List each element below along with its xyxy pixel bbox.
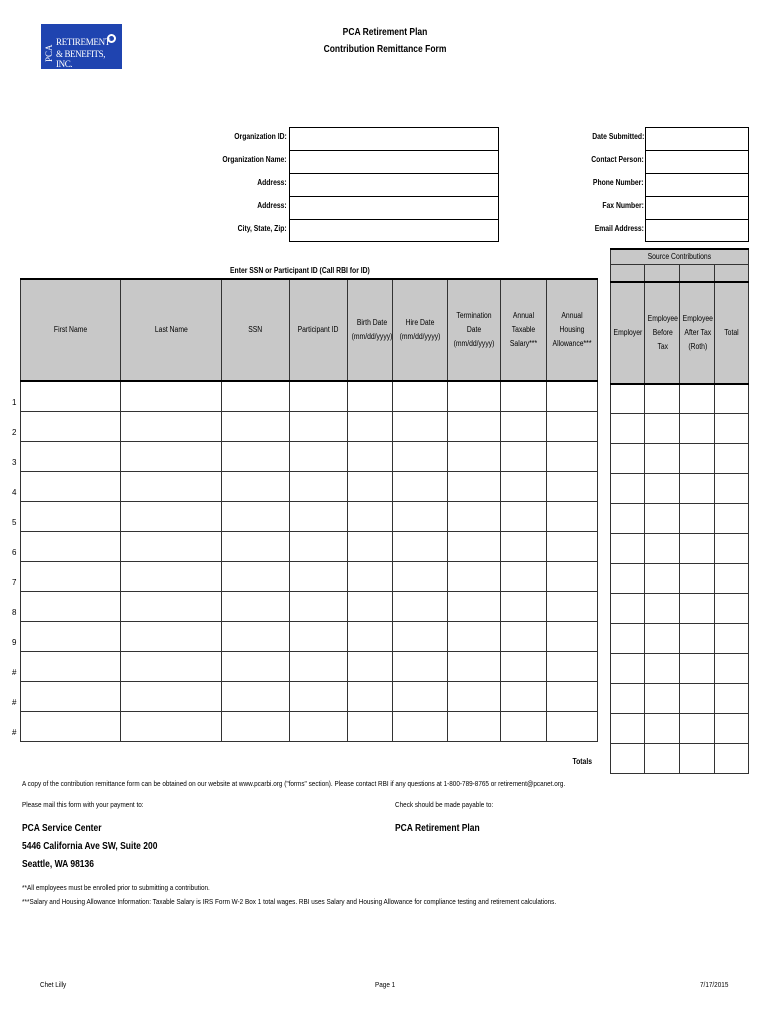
table-cell[interactable]: [121, 591, 222, 621]
table-cell[interactable]: [680, 564, 715, 594]
column-header: Total: [715, 282, 749, 384]
table-cell[interactable]: [348, 621, 393, 651]
table-row: [611, 594, 749, 624]
table-cell[interactable]: [121, 471, 222, 501]
table-cell[interactable]: [645, 504, 680, 534]
table-cell[interactable]: [611, 504, 645, 534]
totals-label: Totals: [572, 757, 592, 766]
table-cell[interactable]: [222, 591, 290, 621]
table-cell[interactable]: [645, 624, 680, 654]
table-cell[interactable]: [348, 501, 393, 531]
table-cell[interactable]: [21, 531, 121, 561]
table-cell[interactable]: [645, 744, 680, 774]
table-cell[interactable]: [645, 534, 680, 564]
table-cell[interactable]: [611, 564, 645, 594]
table-cell[interactable]: [290, 561, 348, 591]
field-input[interactable]: [645, 173, 749, 197]
table-row: [611, 504, 749, 534]
table-row: [21, 381, 598, 411]
table-cell[interactable]: [393, 441, 448, 471]
row-number: 5: [12, 518, 17, 527]
table-cell[interactable]: [547, 411, 598, 441]
table-cell[interactable]: [715, 444, 749, 474]
table-cell[interactable]: [121, 411, 222, 441]
table-cell[interactable]: [393, 651, 448, 681]
table-row: [611, 384, 749, 414]
table-cell[interactable]: [715, 474, 749, 504]
logo-line2: & BENEFITS, INC.: [56, 49, 106, 69]
table-cell[interactable]: [21, 591, 121, 621]
table-cell[interactable]: [21, 651, 121, 681]
column-header: Participant ID: [290, 279, 348, 381]
table-cell[interactable]: [222, 501, 290, 531]
table-cell[interactable]: [501, 591, 547, 621]
field-input[interactable]: [289, 173, 499, 197]
table-cell[interactable]: [21, 711, 121, 741]
table-cell[interactable]: [680, 744, 715, 774]
table-cell[interactable]: [448, 621, 501, 651]
table-cell[interactable]: [547, 531, 598, 561]
table-cell[interactable]: [348, 531, 393, 561]
table-cell[interactable]: [393, 471, 448, 501]
field-input[interactable]: [289, 150, 499, 174]
table-cell[interactable]: [611, 534, 645, 564]
field-input[interactable]: [645, 150, 749, 174]
table-cell[interactable]: [611, 744, 645, 774]
row-number: 3: [12, 458, 17, 467]
table-cell[interactable]: [448, 681, 501, 711]
table-cell[interactable]: [348, 381, 393, 411]
table-cell[interactable]: [121, 381, 222, 411]
employee-table: [20, 278, 598, 742]
table-cell[interactable]: [611, 654, 645, 684]
table-row: [611, 474, 749, 504]
column-header: First Name: [21, 279, 121, 381]
field-label: Fax Number:: [602, 201, 644, 210]
table-cell[interactable]: [290, 591, 348, 621]
row-number: 6: [12, 548, 17, 557]
table-cell[interactable]: [121, 501, 222, 531]
column-header: Hire Date (mm/dd/yyyy): [393, 279, 448, 381]
table-cell[interactable]: [348, 411, 393, 441]
table-cell[interactable]: [501, 441, 547, 471]
field-label: Email Address:: [594, 224, 644, 233]
table-row: [21, 441, 598, 471]
table-cell[interactable]: [121, 561, 222, 591]
table-cell[interactable]: [21, 471, 121, 501]
table-cell[interactable]: [222, 711, 290, 741]
mail-label: Please mail this form with your payment to:: [22, 800, 144, 809]
address-line2: 5446 California Ave SW, Suite 200: [22, 841, 158, 852]
footer-date: 7/17/2015: [700, 980, 729, 989]
table-cell[interactable]: [290, 711, 348, 741]
table-cell[interactable]: [290, 621, 348, 651]
table-cell[interactable]: [290, 441, 348, 471]
table-cell[interactable]: [680, 384, 715, 414]
table-row: [611, 564, 749, 594]
table-cell[interactable]: [121, 441, 222, 471]
table-cell[interactable]: [393, 561, 448, 591]
table-cell[interactable]: [547, 561, 598, 591]
table-cell[interactable]: [448, 471, 501, 501]
table-row: [611, 534, 749, 564]
table-cell[interactable]: [680, 684, 715, 714]
table-cell[interactable]: [393, 381, 448, 411]
table-cell[interactable]: [547, 651, 598, 681]
table-cell[interactable]: [645, 474, 680, 504]
field-label: Phone Number:: [593, 178, 644, 187]
ssn-note: Enter SSN or Participant ID (Call RBI for ID): [230, 266, 370, 275]
row-number: 9: [12, 638, 17, 647]
table-cell[interactable]: [393, 501, 448, 531]
table-cell[interactable]: [645, 564, 680, 594]
column-header: Termination Date (mm/dd/yyyy): [448, 279, 501, 381]
field-input[interactable]: [645, 127, 749, 151]
table-cell[interactable]: [501, 501, 547, 531]
table-cell[interactable]: [501, 531, 547, 561]
field-label: Organization Name:: [222, 155, 287, 164]
table-cell[interactable]: [222, 681, 290, 711]
table-cell[interactable]: [645, 654, 680, 684]
table-cell[interactable]: [21, 381, 121, 411]
table-cell[interactable]: [501, 711, 547, 741]
table-cell[interactable]: [547, 381, 598, 411]
table-cell[interactable]: [501, 651, 547, 681]
table-row: [21, 681, 598, 711]
payee-name: PCA Retirement Plan: [395, 823, 480, 834]
table-cell[interactable]: [222, 651, 290, 681]
table-cell[interactable]: [680, 414, 715, 444]
table-cell[interactable]: [611, 684, 645, 714]
table-cell[interactable]: [121, 681, 222, 711]
row-number: #: [12, 728, 17, 737]
enrollment-note: **All employees must be enrolled prior to submitting a contribution.: [22, 883, 210, 892]
column-header: Last Name: [121, 279, 222, 381]
table-cell[interactable]: [348, 591, 393, 621]
row-number: #: [12, 698, 17, 707]
field-input[interactable]: [645, 196, 749, 220]
table-cell[interactable]: [645, 384, 680, 414]
table-cell[interactable]: [645, 414, 680, 444]
table-cell[interactable]: [680, 594, 715, 624]
table-cell[interactable]: [348, 471, 393, 501]
table-cell[interactable]: [501, 621, 547, 651]
source-contributions-header: Source Contributions: [647, 252, 712, 261]
table-cell[interactable]: [715, 594, 749, 624]
field-input[interactable]: [645, 219, 749, 242]
table-cell[interactable]: [680, 624, 715, 654]
table-cell[interactable]: [611, 714, 645, 744]
table-cell[interactable]: [222, 621, 290, 651]
table-row: [21, 711, 598, 741]
table-cell[interactable]: [393, 711, 448, 741]
table-cell[interactable]: [348, 651, 393, 681]
table-cell[interactable]: [611, 594, 645, 624]
table-cell[interactable]: [290, 381, 348, 411]
source-contributions-table: [610, 248, 749, 774]
field-label: Organization ID:: [234, 132, 287, 141]
table-cell[interactable]: [290, 501, 348, 531]
table-row: [21, 411, 598, 441]
table-cell[interactable]: [645, 594, 680, 624]
table-cell[interactable]: [393, 531, 448, 561]
table-cell[interactable]: [448, 531, 501, 561]
column-header: Employer: [611, 282, 645, 384]
table-cell[interactable]: [501, 411, 547, 441]
page-title: PCA Retirement Plan: [342, 27, 428, 38]
field-label: City, State, Zip:: [238, 224, 287, 233]
table-cell[interactable]: [715, 744, 749, 774]
footer-author: Chet Lilly: [40, 980, 67, 989]
table-cell[interactable]: [393, 591, 448, 621]
table-cell[interactable]: [715, 504, 749, 534]
row-number: 7: [12, 578, 17, 587]
table-cell[interactable]: [348, 441, 393, 471]
row-number: 4: [12, 488, 17, 497]
table-cell[interactable]: [680, 444, 715, 474]
table-row: [611, 624, 749, 654]
table-cell[interactable]: [680, 504, 715, 534]
table-cell[interactable]: [715, 624, 749, 654]
column-header: Employee After Tax (Roth): [680, 282, 715, 384]
field-label: Address:: [257, 178, 287, 187]
column-header: Annual Housing Allowance***: [547, 279, 598, 381]
table-cell[interactable]: [501, 681, 547, 711]
table-cell[interactable]: [715, 684, 749, 714]
table-cell[interactable]: [501, 471, 547, 501]
row-number: 8: [12, 608, 17, 617]
table-cell[interactable]: [222, 471, 290, 501]
table-cell[interactable]: [21, 561, 121, 591]
table-cell[interactable]: [21, 681, 121, 711]
copy-note: A copy of the contribution remittance form can be obtained on our website at www.pcarbi.org ("forms" section). Please contact RBI if any questions at 1-800-789-8765 or retirement@pcanet.org.: [22, 779, 566, 788]
table-cell[interactable]: [501, 561, 547, 591]
column-header: Employee Before Tax: [645, 282, 680, 384]
table-cell[interactable]: [448, 381, 501, 411]
payable-label: Check should be made payable to:: [395, 800, 494, 809]
table-cell[interactable]: [290, 531, 348, 561]
table-cell[interactable]: [547, 621, 598, 651]
table-cell[interactable]: [448, 591, 501, 621]
table-cell[interactable]: [222, 381, 290, 411]
field-label: Date Submitted:: [591, 132, 644, 141]
salary-note: ***Salary and Housing Allowance Information: Taxable Salary is IRS Form W-2 Box 1 total wages. RBI uses Salary and Housing Allowance for compliance testing and retirement calculations.: [22, 897, 557, 906]
table-cell[interactable]: [121, 651, 222, 681]
totals-row: [611, 744, 749, 774]
table-cell[interactable]: [222, 531, 290, 561]
table-cell[interactable]: [348, 711, 393, 741]
table-cell[interactable]: [547, 471, 598, 501]
table-cell[interactable]: [448, 651, 501, 681]
table-cell[interactable]: [393, 621, 448, 651]
table-cell[interactable]: [121, 531, 222, 561]
row-number: #: [12, 668, 17, 677]
table-cell[interactable]: [611, 414, 645, 444]
table-cell[interactable]: [448, 561, 501, 591]
table-cell[interactable]: [222, 441, 290, 471]
table-cell[interactable]: [645, 444, 680, 474]
table-cell[interactable]: [680, 474, 715, 504]
table-cell[interactable]: [611, 384, 645, 414]
row-number: 2: [12, 428, 17, 437]
table-row: [21, 591, 598, 621]
table-cell[interactable]: [448, 711, 501, 741]
table-cell[interactable]: [715, 564, 749, 594]
table-cell[interactable]: [715, 414, 749, 444]
logo-pca: PCA: [44, 44, 54, 62]
table-cell[interactable]: [680, 534, 715, 564]
column-header: SSN: [222, 279, 290, 381]
field-input[interactable]: [289, 196, 499, 220]
table-cell[interactable]: [680, 714, 715, 744]
table-cell[interactable]: [547, 501, 598, 531]
table-cell[interactable]: [611, 624, 645, 654]
table-cell[interactable]: [715, 714, 749, 744]
table-row: [21, 531, 598, 561]
table-cell[interactable]: [645, 714, 680, 744]
footer-page: Page 1: [375, 980, 396, 989]
table-cell[interactable]: [547, 681, 598, 711]
row-number: 1: [12, 398, 17, 407]
address-line3: Seattle, WA 98136: [22, 859, 94, 870]
table-cell[interactable]: [393, 681, 448, 711]
table-cell[interactable]: [21, 621, 121, 651]
table-cell[interactable]: [645, 684, 680, 714]
table-row: [21, 651, 598, 681]
table-cell[interactable]: [121, 711, 222, 741]
table-cell[interactable]: [290, 651, 348, 681]
logo-line1: RETIREMENT: [56, 37, 110, 47]
table-cell[interactable]: [501, 381, 547, 411]
table-cell[interactable]: [448, 441, 501, 471]
column-header: Birth Date (mm/dd/yyyy): [348, 279, 393, 381]
table-cell[interactable]: [547, 711, 598, 741]
table-row: [21, 621, 598, 651]
address-line1: PCA Service Center: [22, 823, 102, 834]
table-cell[interactable]: [547, 441, 598, 471]
table-cell[interactable]: [715, 384, 749, 414]
table-row: [611, 714, 749, 744]
table-cell[interactable]: [680, 654, 715, 684]
table-cell[interactable]: [393, 411, 448, 441]
table-cell[interactable]: [21, 501, 121, 531]
table-cell[interactable]: [448, 411, 501, 441]
page-subtitle: Contribution Remittance Form: [323, 44, 447, 55]
table-cell[interactable]: [222, 561, 290, 591]
table-cell[interactable]: [21, 441, 121, 471]
table-row: [611, 414, 749, 444]
column-header: Annual Taxable Salary***: [501, 279, 547, 381]
table-cell[interactable]: [715, 654, 749, 684]
table-cell[interactable]: [611, 444, 645, 474]
field-label: Contact Person:: [591, 155, 644, 164]
table-cell[interactable]: [448, 501, 501, 531]
table-cell[interactable]: [290, 471, 348, 501]
table-cell[interactable]: [121, 621, 222, 651]
table-cell[interactable]: [547, 591, 598, 621]
field-label: Address:: [257, 201, 287, 210]
field-input[interactable]: [289, 219, 499, 242]
table-cell[interactable]: [290, 681, 348, 711]
table-cell[interactable]: [21, 411, 121, 441]
field-input[interactable]: [289, 127, 499, 151]
table-row: [611, 684, 749, 714]
table-cell[interactable]: [222, 411, 290, 441]
table-row: [21, 471, 598, 501]
table-cell[interactable]: [348, 681, 393, 711]
table-cell[interactable]: [611, 474, 645, 504]
table-row: [611, 654, 749, 684]
table-row: [21, 501, 598, 531]
table-row: [21, 561, 598, 591]
table-cell[interactable]: [290, 411, 348, 441]
table-row: [611, 444, 749, 474]
table-cell[interactable]: [348, 561, 393, 591]
table-cell[interactable]: [715, 534, 749, 564]
